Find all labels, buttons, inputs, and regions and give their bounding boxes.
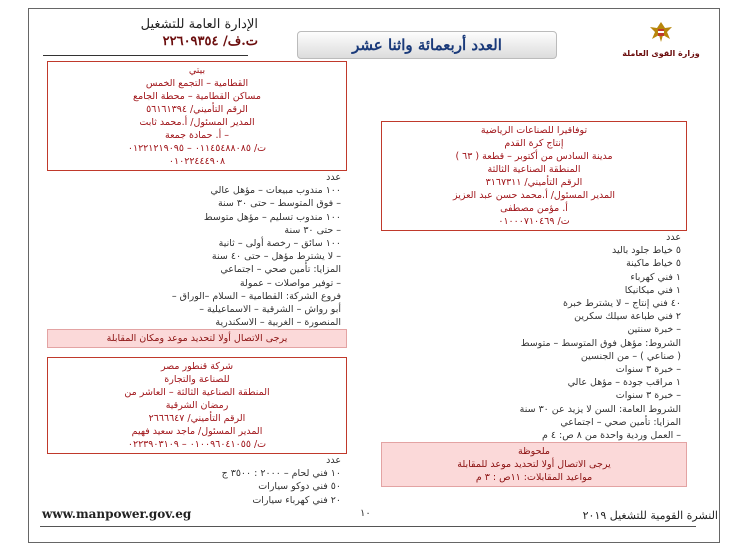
- ad-qantoor: [47, 357, 347, 507]
- issue-banner: العدد أربعمائة واثنا عشر: [297, 31, 557, 59]
- list-item: ٢ فني طباعة سيلك سكرين: [574, 311, 681, 323]
- publication-name: النشرة القومية للتشغيل ٢٠١٩: [582, 509, 718, 522]
- count-label: عدد: [666, 232, 681, 243]
- list-item: – خبرة سنتين: [627, 324, 681, 336]
- list-item: – خبرة ٣ سنوات: [615, 364, 681, 376]
- page-number: ١٠: [360, 508, 371, 519]
- call-notice: يرجى الاتصال أولا لتحديد موعد للمقابلة: [457, 459, 611, 471]
- list-item: – خبرة ٣ سنوات: [615, 390, 681, 402]
- job-list: [381, 231, 687, 442]
- list-item: المنصورة – الغربية – الاسكندرية: [215, 317, 341, 329]
- call-notice: يرجى الاتصال أولا لتحديد موعد ومكان المقابلة: [47, 329, 347, 348]
- list-item: الشروط العامة: السن لا يزيد عن ٣٠ سنة: [519, 403, 681, 415]
- ministry-name: وزارة القوى العاملة: [622, 49, 700, 58]
- ad-line: ت/ ٠١٠٠٩٦٠٤١٠٥٥ – ٠٢٢٣٩٠٣١٠٩: [127, 439, 267, 450]
- ad-line: ت/ ٠١٠٠٠٧١٠٤٦٩: [498, 216, 570, 227]
- ad-line: للصناعة والتجارة: [164, 374, 230, 385]
- list-item: ١٠٠ سائق – رخصة أولى – ثانية: [218, 238, 341, 250]
- agency-title: الإدارة العامة للتشغيل: [140, 17, 258, 32]
- list-item: – حتى ٣٠ سنة: [284, 224, 341, 236]
- list-item: – العمل وردية واحدة من ٨ ص: ٤ م: [541, 430, 681, 442]
- list-item: ٥٠ فني دوكو سيارات: [258, 481, 341, 493]
- job-list: [47, 171, 347, 329]
- list-item: ٢٠ فني كهرباء سيارات: [252, 494, 341, 506]
- list-item: أبو رواش – الشرقية – الاسماعيلية –: [199, 304, 341, 316]
- ad-bayty: [47, 61, 347, 348]
- website-link[interactable]: www.manpower.gov.eg: [42, 507, 192, 521]
- list-item: ١ مراقب جودة – مؤهل عالي: [567, 377, 681, 389]
- list-item: ( صناعي ) – من الجنسين: [580, 350, 681, 362]
- ad-bayty-header: [47, 61, 347, 171]
- header-divider: [43, 55, 248, 56]
- list-item: ١٠٠ مندوب تسليم – مؤهل متوسط: [203, 211, 341, 223]
- ad-line: إنتاج كرة القدم: [504, 138, 564, 149]
- footer-divider: [40, 526, 696, 527]
- ministry-logo: [621, 19, 701, 58]
- count-label: عدد: [326, 455, 341, 466]
- list-item: المزايا: تأمين صحي – اجتماعي: [220, 264, 341, 276]
- list-item: ١ فني كهرباء: [630, 271, 681, 283]
- eagle-emblem-icon: [648, 19, 674, 45]
- ad-line: ت/ ٠١١٤٥٤٨٨٠٨٥ – ٠١٢٢١٢١٩٠٩٥: [127, 143, 267, 154]
- ad-line: أ. مؤمن مصطفى: [500, 203, 568, 214]
- bulletin-page: [28, 8, 720, 543]
- company-name: توفاقيرا للصناعات الرياضية: [480, 125, 588, 136]
- ad-line: الرقم التأميني/ ٥٦١٦١٣٩٤: [146, 104, 248, 115]
- company-name: بيتي: [188, 65, 206, 76]
- ad-line: مساكن القطامية – محطة الجامع: [133, 91, 261, 102]
- list-item: – فوق المتوسط – حتى ٣٠ سنة: [217, 198, 341, 210]
- list-item: ٥ خياط ماكينة: [626, 258, 681, 270]
- note-title: ملحوظة: [518, 446, 550, 458]
- ad-tofaqira: [381, 121, 687, 487]
- ad-line: القطامية – التجمع الخمس: [145, 78, 249, 89]
- ad-line: الرقم التأميني/ ٢٦٦٦٦٤٧: [148, 413, 246, 424]
- list-item: فروع الشركة: القطامية – السلام –الوراق –: [171, 290, 341, 302]
- job-list: [47, 454, 347, 507]
- ad-line: مدينة السادس من أكتوبر – قطعة ( ٦٣ ): [455, 151, 613, 162]
- ad-line: المنطقة الصناعية الثالثة: [487, 164, 581, 175]
- ad-line: ٠١٠٢٢٤٤٤٩٠٨: [168, 156, 226, 167]
- ad-line: – أ. حمادة جمعة: [165, 130, 229, 141]
- ad-line: المدير المسئول/ أ.محمد حسن عبد العزيز: [452, 190, 616, 201]
- list-item: ١٠٠ مندوب مبيعات – مؤهل عالي: [210, 185, 341, 197]
- list-item: المزايا: تأمين صحي – اجتماعي: [560, 416, 681, 428]
- interview-times: مواعيد المقابلات: ١١ص : ٣ م: [475, 472, 593, 484]
- list-item: الشروط: مؤهل فوق المتوسط – متوسط: [520, 337, 681, 349]
- ad-line: المنطقة الصناعية الثالثة – العاشر من: [124, 387, 270, 398]
- ad-qantoor-header: [47, 357, 347, 454]
- list-item: ٥ خياط جلود باليد: [611, 245, 681, 257]
- list-item: ١٠ فني لحام – ٢٠٠٠ : ٣٥٠٠ ج: [221, 468, 341, 480]
- list-item: ٤٠ فني إنتاج – لا يشترط خبرة: [563, 298, 681, 310]
- header-agency: [43, 17, 258, 51]
- note-block: [381, 442, 687, 487]
- ad-line: الرقم التأميني/ ٣١٦٧٣١١: [485, 177, 583, 188]
- ad-line: المدير المسئول/ أ.محمد ثابت: [139, 117, 255, 128]
- ad-line: المدير المسئول/ ماجد سعيد فهيم: [131, 426, 263, 437]
- count-label: عدد: [326, 172, 341, 183]
- list-item: ١ فني ميكانيكا: [624, 284, 681, 296]
- agency-phone: ت.ف/ ٢٢٦٠٩٣٥٤: [162, 34, 258, 49]
- list-item: – توفير مواصلات – عمولة: [239, 277, 341, 289]
- ad-tofaqira-header: [381, 121, 687, 231]
- ad-line: رمضان الشرقية: [165, 400, 229, 411]
- list-item: – لا يشترط مؤهل – حتى ٤٠ سنة: [211, 251, 341, 263]
- company-name: شركة قنطور مصر: [160, 361, 234, 372]
